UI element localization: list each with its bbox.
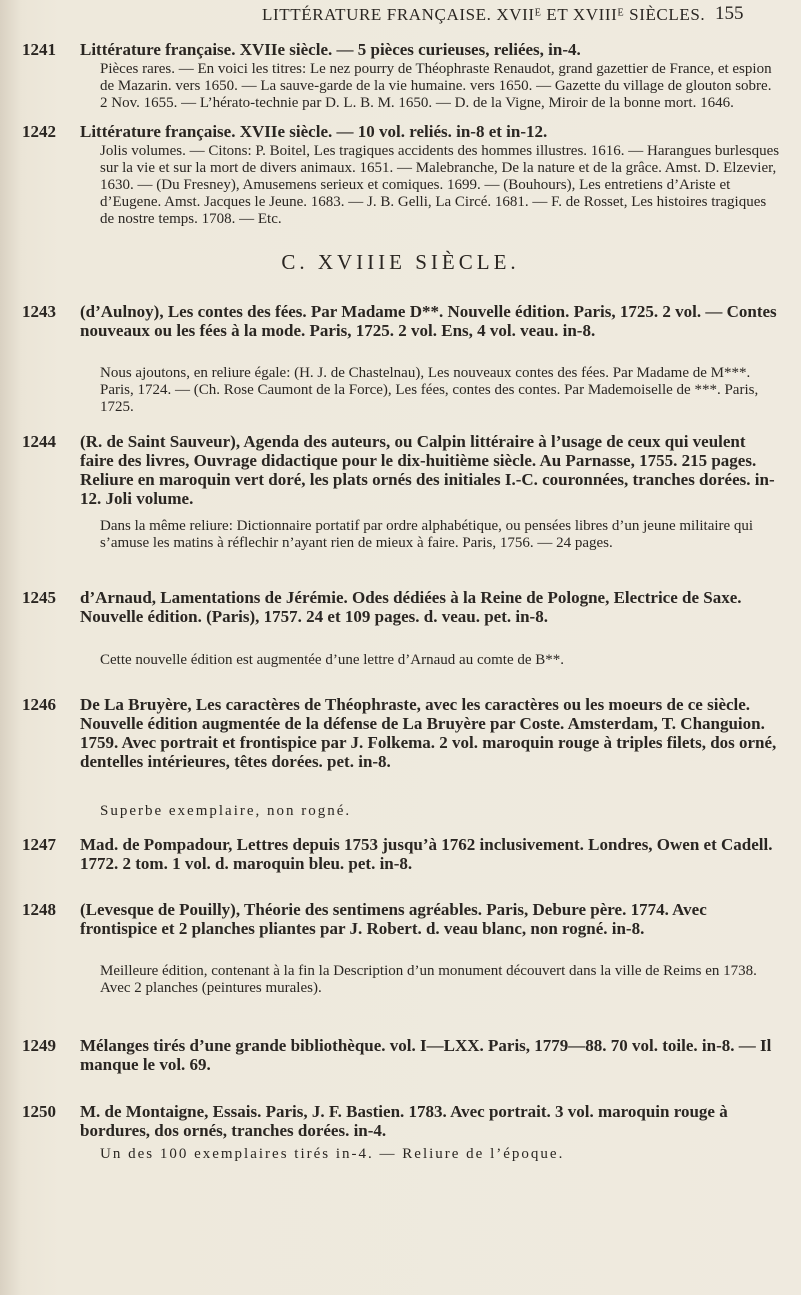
- entry-main: De La Bruyère, Les caractères de Théophraste, avec les caractères ou les moeurs de ce siècle. Nouvelle édition augmentée de la défense de La Bruyère par Coste. Amsterdam, T. Changuion. 1759. Avec portrait et frontispice par J. Folkema. 2 vol. maroquin rouge à triples filets, dos orné, dentelles intérieures, têtes dorées. pet. in-8.: [80, 695, 777, 771]
- lot-number: 1246: [22, 695, 56, 714]
- lot-number: 1248: [22, 900, 56, 919]
- entry-note: Superbe exemplaire, non rogné.: [100, 803, 352, 819]
- entry-main: M. de Montaigne, Essais. Paris, J. F. Bastien. 1783. Avec portrait. 3 vol. maroquin rouge à bordures, dos ornés, tranches dorées. in-4.: [80, 1102, 728, 1140]
- running-title: LITTÉRATURE FRANÇAISE. XVIIᴱ ET XVIIIᴱ SIÈCLES.: [262, 5, 706, 24]
- lot-number: 1247: [22, 835, 56, 854]
- entry-main: Littérature française. XVIIe siècle. — 10 vol. reliés. in-8 et in-12.: [80, 122, 548, 141]
- entry-main: d’Arnaud, Lamentations de Jérémie. Odes dédiées à la Reine de Pologne, Electrice de Saxe. Nouvelle édition. (Paris), 1757. 24 et 109 pages. d. veau. pet. in-8.: [80, 588, 742, 626]
- entry-main: (R. de Saint Sauveur), Agenda des auteurs, ou Calpin littéraire à l’usage de ceux qui veulent faire des livres, Ouvrage didactique pour le dix-huitième siècle. Au Parnasse, 1755. 215 pages. Reliure en maroquin vert doré, les plats ornés des initiales I.-C. couronnées, tranches dorées. in-12. Joli volume.: [80, 432, 775, 508]
- entry-main: (Levesque de Pouilly), Théorie des sentimens agréables. Paris, Debure père. 1774. Avec frontispice et 2 planches pliantes par J. Robert. d. veau blanc, non rogné. in-8.: [80, 900, 707, 938]
- lot-number: 1249: [22, 1036, 56, 1055]
- entry-main: (d’Aulnoy), Les contes des fées. Par Madame D**. Nouvelle édition. Paris, 1725. 2 vol. — Contes nouveaux ou les fées à la mode. Paris, 1725. 2 vol. Ens, 4 vol. veau. in-8.: [80, 302, 777, 340]
- entry-note: Jolis volumes. — Citons: P. Boitel, Les tragiques accidents des hommes illustres. 1616. — Harangues burlesques sur la vie et sur la mort de divers animaux. 1651. — Malebranche, De la nature et de la grâce. Amst. D. Elzevier, 1630. — (Du Fresney), Amusemens serieux et comiques. 1699. — (Bouhours), Les entretiens d’Ariste et d’Eugene. Amst. Jacques le Jeune. 1683. — J. B. Gelli, La Circé. 1681. — F. de Rosset, Les histoires tragiques de nostre temps. 1708. — Etc.: [100, 143, 780, 227]
- entry-note: Un des 100 exemplaires tirés in-4. — Reliure de l’époque.: [100, 1146, 565, 1162]
- lot-number: 1244: [22, 432, 56, 451]
- entry-note: Meilleure édition, contenant à la fin la Description d’un monument découvert dans la ville de Reims en 1738. Avec 2 planches (peintures murales).: [100, 963, 757, 996]
- entry-note: Pièces rares. — En voici les titres: Le nez pourry de Théophraste Renaudot, grand gazettier de France, et espion de Mazarin. vers 1650. — La sauve-garde de la vie humaine. vers 1650. — Gazette du village de glouton sobre. 2 Nov. 1655. — L’hérato-technie par D. L. B. M. 1650. — D. de la Vigne, Miroir de la bonne mort. 1646.: [100, 61, 772, 111]
- entry-note: Cette nouvelle édition est augmentée d’une lettre d’Arnaud au comte de B**.: [100, 652, 565, 668]
- lot-number: 1243: [22, 302, 56, 321]
- lot-number: 1245: [22, 588, 56, 607]
- entry-note: Dans la même reliure: Dictionnaire portatif par ordre alphabétique, ou pensées libres d’un jeune militaire qui s’amuse les matins à réflechir n’ayant rien de mieux à faire. Paris, 1756. — 24 pages.: [100, 518, 754, 551]
- entry-main: Littérature française. XVIIe siècle. — 5 pièces curieuses, reliées, in-4.: [80, 40, 581, 59]
- section-title: C. XVIIIE SIÈCLE.: [281, 250, 520, 274]
- page-number: 155: [715, 3, 744, 24]
- lot-number: 1241: [22, 40, 56, 59]
- entry-main: Mad. de Pompadour, Lettres depuis 1753 jusqu’à 1762 inclusivement. Londres, Owen et Cadell. 1772. 2 tom. 1 vol. d. maroquin bleu. pet. in-8.: [80, 835, 773, 873]
- lot-number: 1250: [22, 1102, 56, 1121]
- entry-main: Mélanges tirés d’une grande bibliothèque. vol. I—LXX. Paris, 1779—88. 70 vol. toile. in-8. — Il manque le vol. 69.: [80, 1036, 772, 1074]
- lot-number: 1242: [22, 122, 56, 141]
- entry-note: Nous ajoutons, en reliure égale: (H. J. de Chastelnau), Les nouveaux contes des fées. Par Madame de M***. Paris, 1724. — (Ch. Rose Caumont de la Force), Les fées, contes des contes. Par Mademoiselle de ***. Paris, 1725.: [100, 365, 759, 415]
- page-header: [0, 2, 801, 28]
